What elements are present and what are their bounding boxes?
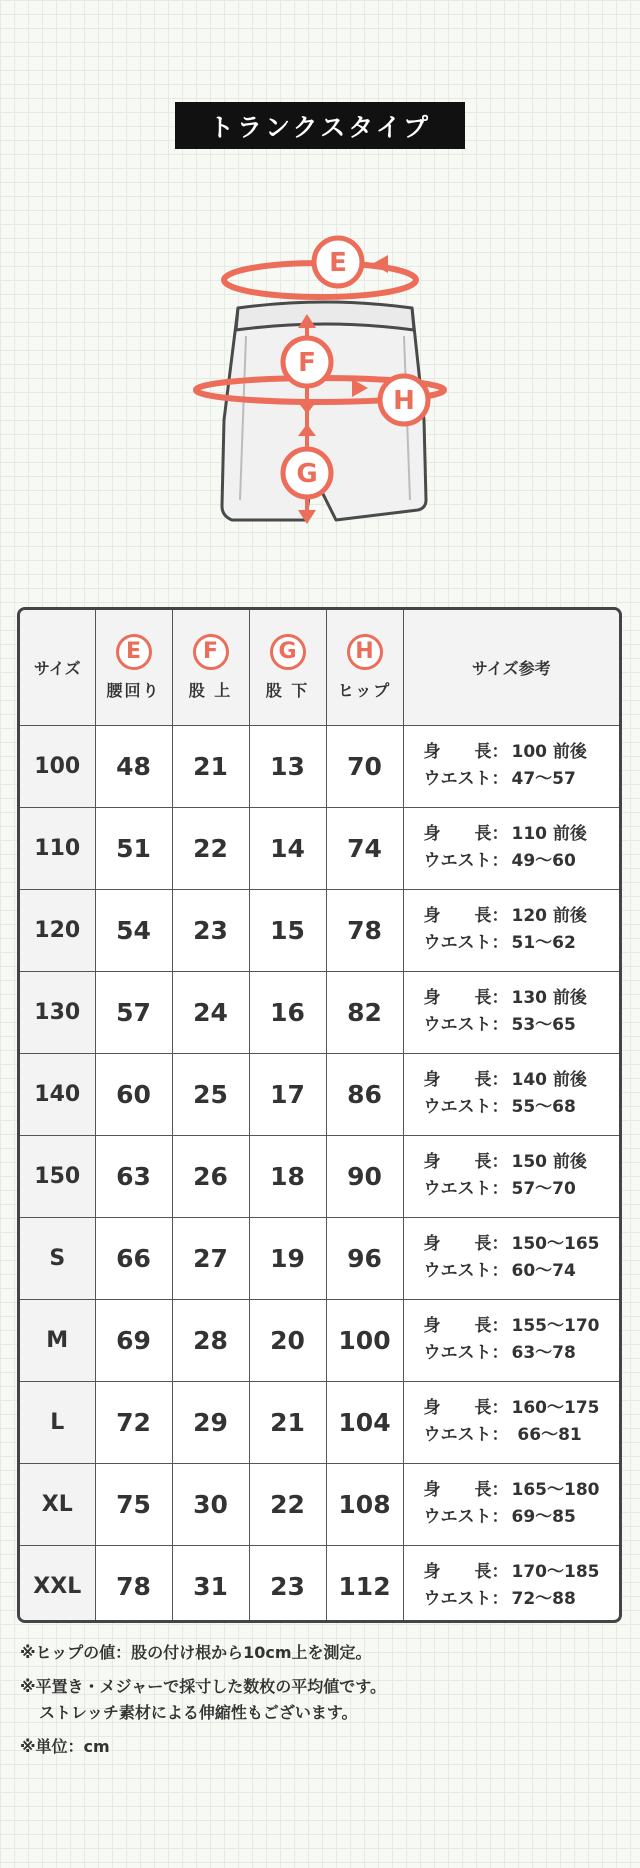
- table-row: [20, 1135, 619, 1217]
- height-label: 身 長：: [423, 906, 509, 926]
- inseam-cell: 14: [249, 807, 326, 889]
- hip-cell: 96: [326, 1217, 403, 1299]
- height-value: 155～170: [511, 1316, 600, 1336]
- size-table: [17, 607, 622, 1623]
- table-row: [20, 1463, 619, 1545]
- height-label: 身 長：: [423, 1562, 509, 1583]
- height-label: 身 長：: [423, 1234, 509, 1254]
- rise-cell: 31: [172, 1545, 249, 1623]
- waist-label: ウエスト：: [423, 1589, 509, 1610]
- header-inseam: G 股 下: [249, 610, 326, 725]
- hip-cell: 82: [326, 971, 403, 1053]
- inseam-cell: 18: [249, 1135, 326, 1217]
- marker-e: [314, 238, 362, 286]
- height-value: 100 前後: [511, 742, 587, 762]
- size-cell: L: [20, 1381, 95, 1463]
- waist-range-value: 55～68: [511, 1097, 576, 1117]
- reference-cell: [403, 1463, 619, 1545]
- inseam-cell: 21: [249, 1381, 326, 1463]
- reference-cell: [403, 971, 619, 1053]
- inseam-cell: 16: [249, 971, 326, 1053]
- reference-cell: [403, 1053, 619, 1135]
- waist-label: ウエスト：: [423, 851, 509, 871]
- rise-cell: 28: [172, 1299, 249, 1381]
- waist-cell: 75: [95, 1463, 172, 1545]
- table-row: [20, 889, 619, 971]
- size-cell: 130: [20, 971, 95, 1053]
- waist-cell: 54: [95, 889, 172, 971]
- rise-cell: 25: [172, 1053, 249, 1135]
- note-hip: ※ヒップの値：股の付け根から10cm上を測定。: [20, 1643, 372, 1662]
- hip-cell: 108: [326, 1463, 403, 1545]
- height-value: 160～175: [511, 1398, 600, 1418]
- waist-range-value: 66～81: [511, 1425, 582, 1445]
- waist-cell: 69: [95, 1299, 172, 1381]
- size-cell: 150: [20, 1135, 95, 1217]
- waist-label: ウエスト：: [423, 769, 509, 789]
- waist-label: ウエスト：: [423, 1343, 509, 1363]
- height-label: 身 長：: [423, 988, 509, 1008]
- size-cell: 110: [20, 807, 95, 889]
- waist-cell: 72: [95, 1381, 172, 1463]
- table-row: [20, 1217, 619, 1299]
- waist-cell: 66: [95, 1217, 172, 1299]
- svg-text:E: E: [329, 248, 347, 278]
- rise-cell: 26: [172, 1135, 249, 1217]
- rise-cell: 22: [172, 807, 249, 889]
- waist-label: ウエスト：: [423, 1179, 509, 1199]
- waist-cell: 48: [95, 725, 172, 807]
- note-flat-1: ※平置き・メジャーで採寸した数枚の平均値です。: [20, 1677, 386, 1696]
- reference-cell: [403, 725, 619, 807]
- notes: [20, 1640, 620, 1760]
- reference-cell: [403, 1135, 619, 1217]
- note-flat-2: ストレッチ素材による伸縮性もございます。: [39, 1703, 358, 1722]
- waist-cell: 78: [95, 1545, 172, 1623]
- inseam-cell: 22: [249, 1463, 326, 1545]
- height-label: 身 長：: [423, 1398, 509, 1418]
- size-cell: S: [20, 1217, 95, 1299]
- waist-range-value: 51～62: [511, 933, 576, 953]
- height-label: 身 長：: [423, 1480, 509, 1500]
- size-cell: 140: [20, 1053, 95, 1135]
- hip-cell: 86: [326, 1053, 403, 1135]
- rise-cell: 23: [172, 889, 249, 971]
- waist-arrow-head: [372, 255, 388, 273]
- header-reference: サイズ参考: [403, 610, 619, 725]
- height-value: 150～165: [511, 1234, 600, 1254]
- table-row: [20, 725, 619, 807]
- g-badge-icon: G: [270, 634, 306, 670]
- marker-h: [380, 376, 428, 424]
- hip-cell: 104: [326, 1381, 403, 1463]
- table-row: [20, 807, 619, 889]
- table-row: [20, 1299, 619, 1381]
- waist-cell: 51: [95, 807, 172, 889]
- f-badge-icon: F: [193, 634, 229, 670]
- height-value: 110 前後: [511, 824, 587, 844]
- table-header-row: [20, 610, 619, 725]
- waist-label: ウエスト：: [423, 1261, 509, 1281]
- table-row: [20, 1545, 619, 1623]
- height-label: 身 長：: [423, 824, 509, 844]
- svg-text:F: F: [298, 348, 316, 378]
- waist-range-value: 53～65: [511, 1015, 576, 1035]
- waist-range-value: 49～60: [511, 851, 576, 871]
- page-title: トランクスタイプ: [175, 102, 465, 149]
- hip-cell: 90: [326, 1135, 403, 1217]
- inseam-cell: 17: [249, 1053, 326, 1135]
- table-row: [20, 971, 619, 1053]
- size-cell: M: [20, 1299, 95, 1381]
- hip-cell: 112: [326, 1545, 403, 1623]
- height-value: 170～185: [511, 1562, 600, 1583]
- height-label: 身 長：: [423, 1152, 509, 1172]
- waist-label: ウエスト：: [423, 1507, 509, 1527]
- marker-f: [283, 338, 331, 386]
- inseam-cell: 19: [249, 1217, 326, 1299]
- height-label: 身 長：: [423, 1316, 509, 1336]
- waist-cell: 57: [95, 971, 172, 1053]
- inseam-cell: 13: [249, 725, 326, 807]
- reference-cell: [403, 1299, 619, 1381]
- waist-label: ウエスト：: [423, 1425, 509, 1445]
- height-value: 130 前後: [511, 988, 587, 1008]
- height-label: 身 長：: [423, 1070, 509, 1090]
- hip-cell: 74: [326, 807, 403, 889]
- hip-cell: 70: [326, 725, 403, 807]
- waist-cell: 63: [95, 1135, 172, 1217]
- waist-range-value: 47～57: [511, 769, 576, 789]
- table-row: [20, 1053, 619, 1135]
- inseam-cell: 23: [249, 1545, 326, 1623]
- size-cell: 100: [20, 725, 95, 807]
- svg-text:H: H: [393, 386, 415, 416]
- size-cell: XXL: [20, 1545, 95, 1623]
- waist-range-value: 69～85: [511, 1507, 576, 1527]
- note-unit: ※単位：cm: [20, 1737, 110, 1756]
- inseam-cell: 20: [249, 1299, 326, 1381]
- height-value: 120 前後: [511, 906, 587, 926]
- reference-cell: [403, 807, 619, 889]
- hip-cell: 78: [326, 889, 403, 971]
- reference-cell: [403, 889, 619, 971]
- waist-label: ウエスト：: [423, 1097, 509, 1117]
- reference-cell: [403, 1545, 619, 1623]
- marker-g: [283, 449, 331, 497]
- rise-cell: 24: [172, 971, 249, 1053]
- height-value: 140 前後: [511, 1070, 587, 1090]
- trunks-diagram: [0, 225, 640, 535]
- waist-range-value: 60～74: [511, 1261, 576, 1281]
- waist-label: ウエスト：: [423, 933, 509, 953]
- height-value: 165～180: [511, 1480, 600, 1500]
- svg-text:G: G: [296, 459, 318, 489]
- rise-cell: 30: [172, 1463, 249, 1545]
- reference-cell: [403, 1217, 619, 1299]
- header-size: サイズ: [20, 610, 95, 725]
- rise-cell: 27: [172, 1217, 249, 1299]
- waist-range-value: 72～88: [511, 1589, 576, 1610]
- inseam-cell: 15: [249, 889, 326, 971]
- header-rise: F 股 上: [172, 610, 249, 725]
- h-badge-icon: H: [347, 634, 383, 670]
- height-value: 150 前後: [511, 1152, 587, 1172]
- height-label: 身 長：: [423, 742, 509, 762]
- hip-cell: 100: [326, 1299, 403, 1381]
- size-cell: XL: [20, 1463, 95, 1545]
- waist-range-value: 63～78: [511, 1343, 576, 1363]
- rise-cell: 21: [172, 725, 249, 807]
- waist-label: ウエスト：: [423, 1015, 509, 1035]
- waist-range-value: 57～70: [511, 1179, 576, 1199]
- reference-cell: [403, 1381, 619, 1463]
- waist-cell: 60: [95, 1053, 172, 1135]
- rise-cell: 29: [172, 1381, 249, 1463]
- size-cell: 120: [20, 889, 95, 971]
- e-badge-icon: E: [116, 634, 152, 670]
- table-row: [20, 1381, 619, 1463]
- header-waist: E 腰回り: [95, 610, 172, 725]
- header-hip: H ヒップ: [326, 610, 403, 725]
